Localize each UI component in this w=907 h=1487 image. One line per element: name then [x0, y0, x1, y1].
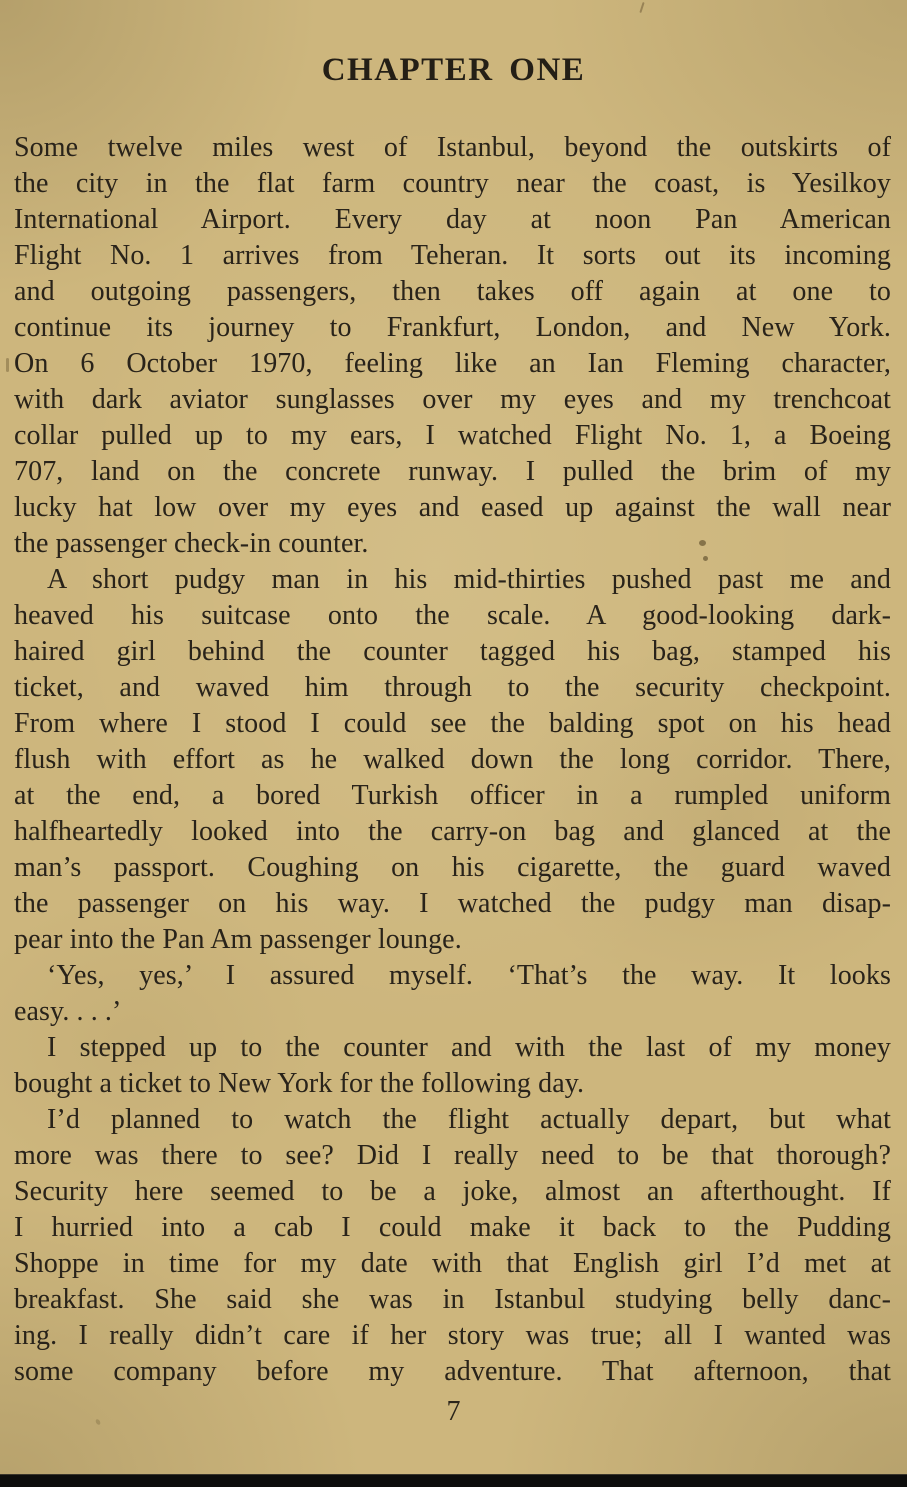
text-line: the passenger check-in counter. — [14, 528, 369, 559]
text-line: On 6 October 1970, feeling like an Ian Fleming character, — [14, 348, 891, 379]
text-line: ‘Yes, yes,’ I assured myself. ‘That’s the way. It looks — [47, 960, 891, 991]
text-line: heaved his suitcase onto the scale. A good-looking dark- — [14, 600, 891, 631]
text-line: the passenger on his way. I watched the pudgy man disap- — [14, 888, 891, 919]
text-line: I stepped up to the counter and with the last of my money — [47, 1032, 891, 1063]
ink-speck — [6, 358, 9, 372]
text-line: I’d planned to watch the flight actually depart, but what — [47, 1104, 891, 1135]
text-line: breakfast. She said she was in Istanbul studying belly danc- — [14, 1284, 891, 1315]
text-line: haired girl behind the counter tagged his bag, stamped his — [14, 636, 891, 667]
chapter-heading: CHAPTER ONE — [321, 52, 586, 88]
text-line: easy. . . .’ — [14, 996, 122, 1027]
scan-bottom-edge — [0, 1474, 907, 1487]
page-number: 7 — [446, 1396, 461, 1427]
text-line: Flight No. 1 arrives from Teheran. It sorts out its incoming — [14, 240, 891, 271]
text-line: some company before my adventure. That afternoon, that — [14, 1356, 891, 1387]
text-line: continue its journey to Frankfurt, London, and New York. — [14, 312, 891, 343]
text-line: halfheartedly looked into the carry-on bag and glanced at the — [14, 816, 891, 847]
text-line: Some twelve miles west of Istanbul, beyond the outskirts of — [14, 132, 891, 163]
text-line: From where I stood I could see the balding spot on his head — [14, 708, 891, 739]
ink-speck — [699, 540, 706, 546]
text-line: at the end, a bored Turkish officer in a rumpled uniform — [14, 780, 891, 811]
text-line: ing. I really didn’t care if her story was true; all I wanted was — [14, 1320, 891, 1351]
text-line: with dark aviator sunglasses over my eyes and my trenchcoat — [14, 384, 891, 415]
text-line: bought a ticket to New York for the following day. — [14, 1068, 585, 1099]
text-line: International Airport. Every day at noon Pan American — [14, 204, 891, 235]
text-line: A short pudgy man in his mid-thirties pushed past me and — [47, 564, 891, 595]
text-line: collar pulled up to my ears, I watched Flight No. 1, a Boeing — [14, 420, 891, 451]
text-line: and outgoing passengers, then takes off again at one to — [14, 276, 891, 307]
text-line: more was there to see? Did I really need to be that thorough? — [14, 1140, 891, 1171]
text-line: lucky hat low over my eyes and eased up against the wall near — [14, 492, 891, 523]
text-line: ticket, and waved him through to the security checkpoint. — [14, 672, 891, 703]
text-line: 707, land on the concrete runway. I pulled the brim of my — [14, 456, 891, 487]
text-line: Security here seemed to be a joke, almost an afterthought. If — [14, 1176, 891, 1207]
text-line: the city in the flat farm country near the coast, is Yesilkoy — [14, 168, 891, 199]
text-line: Shoppe in time for my date with that English girl I’d met at — [14, 1248, 891, 1279]
text-line: pear into the Pan Am passenger lounge. — [14, 924, 462, 955]
ink-speck — [703, 556, 708, 561]
text-line: man’s passport. Coughing on his cigarette, the guard waved — [14, 852, 891, 883]
text-line: flush with effort as he walked down the long corridor. There, — [14, 744, 891, 775]
body-text — [0, 130, 907, 1390]
text-line: I hurried into a cab I could make it back to the Pudding — [14, 1212, 891, 1243]
